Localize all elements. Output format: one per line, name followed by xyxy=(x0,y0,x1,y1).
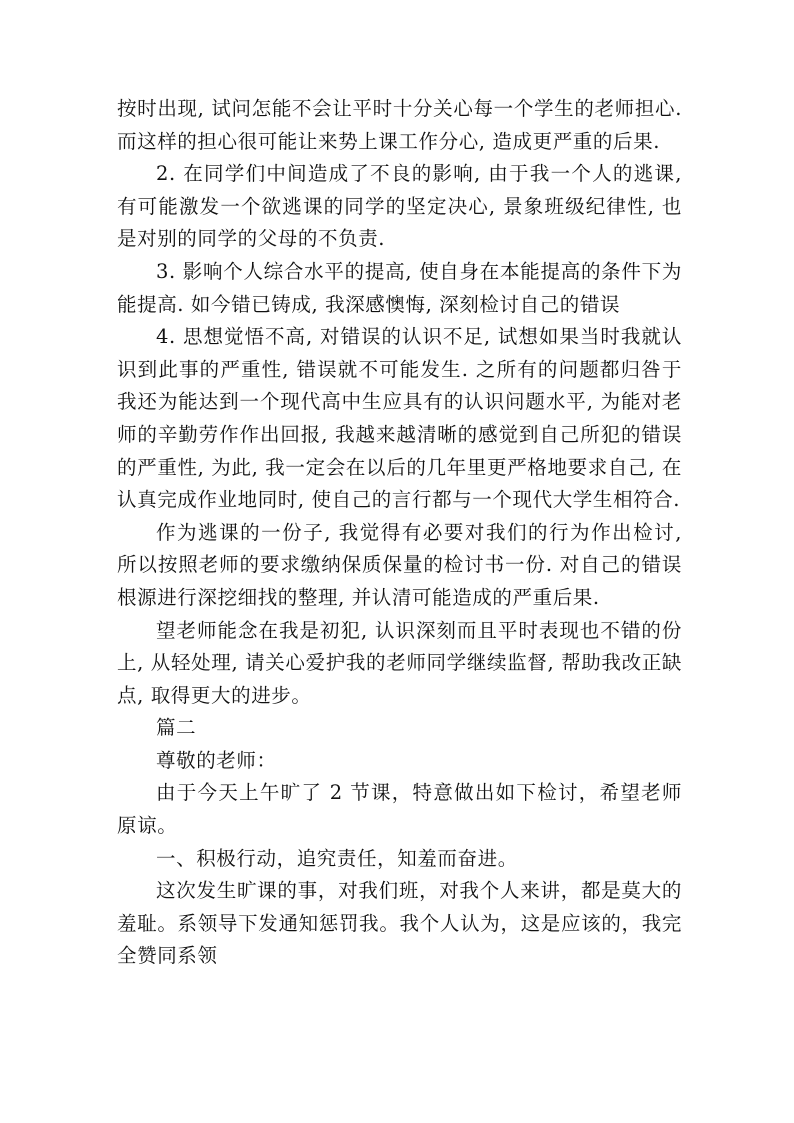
paragraph-body: 这次发生旷课的事，对我们班，对我个人来讲，都是莫大的羞耻。系领导下发通知惩罚我。我个人认为，这是应该的，我完全赞同系领 xyxy=(117,879,682,968)
paragraph-point-4: 4. 思想觉悟不高, 对错误的认识不足, 试想如果当时我就认识到此事的严重性, 错误就不可能发生. 之所有的问题都归咎于我还为能达到一个现代高中生应具有的认识问题水平, 为能对老师的辛勤劳作作出回报, 我越来越清晰的感觉到自己所犯的错误的严重性, 为此, 我一定会在以后的几年里更严格地要求自己, 在认真完成作业地同时, 使自己的言行都与一个现代大学生相符合. xyxy=(117,325,682,512)
document-page xyxy=(117,93,682,1103)
paragraph-request: 望老师能念在我是初犯, 认识深刻而且平时表现也不错的份上, 从轻处理, 请关心爱护我的老师同学继续监督, 帮助我改正缺点, 取得更大的进步。 xyxy=(117,618,682,707)
paragraph-point-2: 2. 在同学们中间造成了不良的影响, 由于我一个人的逃课, 有可能激发一个欲逃课的同学的坚定决心, 景象班级纪律性, 也是对别的同学的父母的不负责. xyxy=(117,162,682,251)
paragraph-intro: 由于今天上午旷了 2 节课，特意做出如下检讨，希望老师原谅。 xyxy=(117,781,682,838)
paragraph-point-one-heading: 一、积极行动，追究责任，知羞而奋进。 xyxy=(156,846,518,870)
paragraph-continuation: 按时出现, 试问怎能不会让平时十分关心每一个学生的老师担心. 而这样的担心很可能让来势上课工作分心, 造成更严重的后果. xyxy=(117,97,682,153)
paragraph-point-3: 3. 影响个人综合水平的提高, 使自身在本能提高的条件下为能提高. 如今错已铸成, 我深感懊悔, 深刻检讨自己的错误 xyxy=(117,259,682,316)
paragraph-reflection: 作为逃课的一份子, 我觉得有必要对我们的行为作出检讨, 所以按照老师的要求缴纳保质保量的检讨书一份. 对自己的错误根源进行深挖细找的整理, 并认清可能造成的严重后果. xyxy=(117,520,682,609)
salutation: 尊敬的老师： xyxy=(156,748,277,772)
section-heading: 篇二 xyxy=(156,716,197,740)
